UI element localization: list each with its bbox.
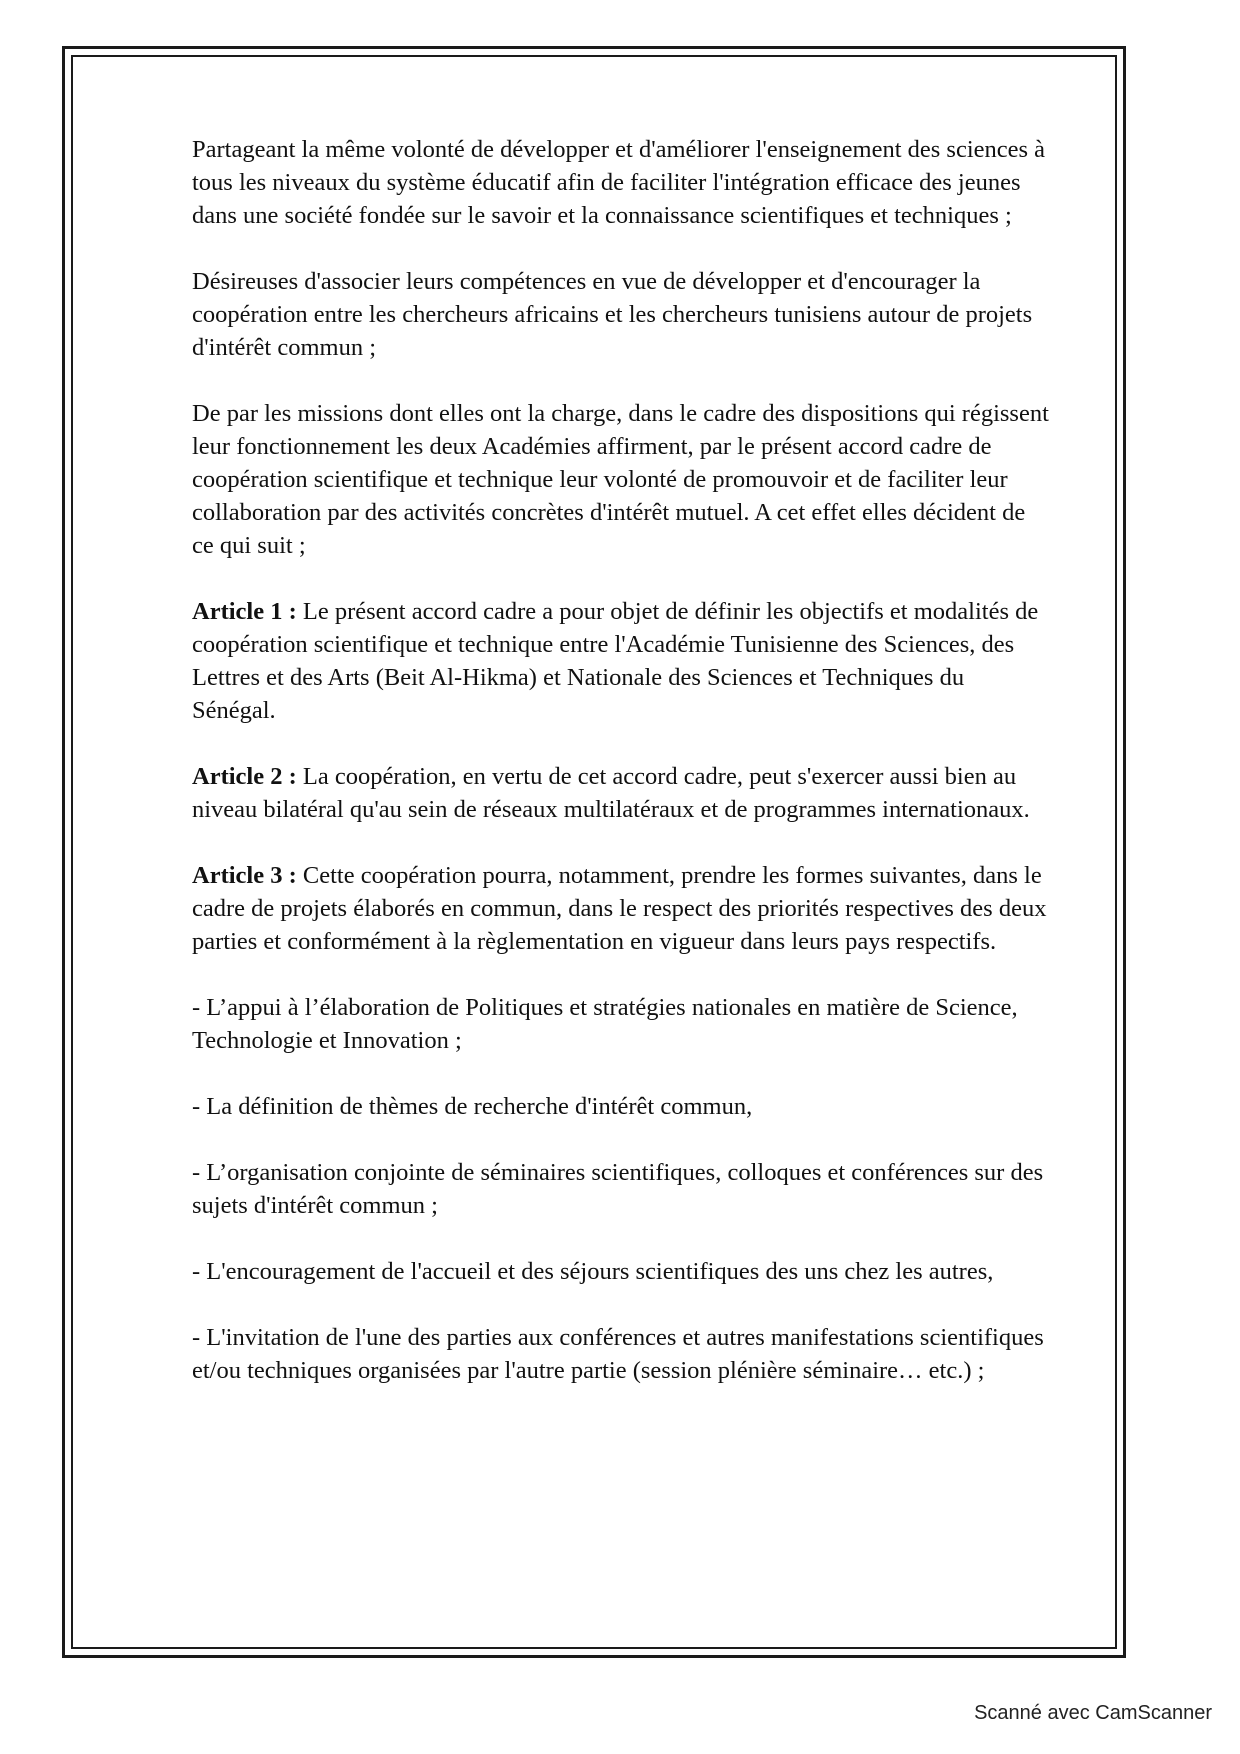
paragraph-intro-1: Partageant la même volonté de développer et d'améliorer l'enseignement des sciences à tous les niveaux du système éducatif afin de faciliter l'intégration efficace des jeunes dans une société fondée sur le savoir et la connaissance scientifiques et techniques ; xyxy=(192,136,1046,229)
article-2-text: La coopération, en vertu de cet accord cadre, peut s'exercer aussi bien au niveau bilatéral qu'au sein de réseaux multilatéraux et de programmes internationaux. xyxy=(192,763,1030,823)
scanner-watermark: Scanné avec CamScanner xyxy=(974,1702,1212,1724)
document-body xyxy=(192,133,1052,1420)
article-2-label: Article 2 : xyxy=(192,763,297,790)
article-2 xyxy=(192,760,1052,826)
list-item: - L'invitation de l'une des parties aux conférences et autres manifestations scientifiques et/ou techniques organisées par l'autre partie (session plénière séminaire… etc.) ; xyxy=(192,1324,1044,1384)
list-item: - L'encouragement de l'accueil et des séjours scientifiques des uns chez les autres, xyxy=(192,1258,994,1285)
article-1-text: Le présent accord cadre a pour objet de définir les objectifs et modalités de coopération scientifique et technique entre l'Académie Tunisienne des Sciences, des Lettres et des Arts (Beit Al-Hikma) et Nationale des Sciences et Techniques du Sénégal. xyxy=(192,598,1039,724)
list-item: - L’organisation conjointe de séminaires scientifiques, colloques et conférences sur des sujets d'intérêt commun ; xyxy=(192,1159,1044,1219)
list-item: - La définition de thèmes de recherche d'intérêt commun, xyxy=(192,1093,753,1120)
article-3-text: Cette coopération pourra, notamment, prendre les formes suivantes, dans le cadre de projets élaborés en commun, dans le respect des priorités respectives des deux parties et conformément à la règlementation en vigueur dans leurs pays respectifs. xyxy=(192,862,1047,955)
paragraph-intro-2: Désireuses d'associer leurs compétences en vue de développer et d'encourager la coopération entre les chercheurs africains et les chercheurs tunisiens autour de projets d'intérêt commun ; xyxy=(192,268,1033,361)
list-item: - L’appui à l’élaboration de Politiques et stratégies nationales en matière de Science, Technologie et Innovation ; xyxy=(192,994,1018,1054)
article-1-label: Article 1 : xyxy=(192,598,297,625)
article-3 xyxy=(192,859,1052,958)
paragraph-intro-3: De par les missions dont elles ont la charge, dans le cadre des dispositions qui régissent leur fonctionnement les deux Académies affirment, par le présent accord cadre de coopération scientifique et technique leur volonté de promouvoir et de faciliter leur collaboration par des activités concrètes d'intérêt mutuel. A cet effet elles décident de ce qui suit ; xyxy=(192,400,1049,559)
article-3-label: Article 3 : xyxy=(192,862,297,889)
article-1 xyxy=(192,595,1052,727)
